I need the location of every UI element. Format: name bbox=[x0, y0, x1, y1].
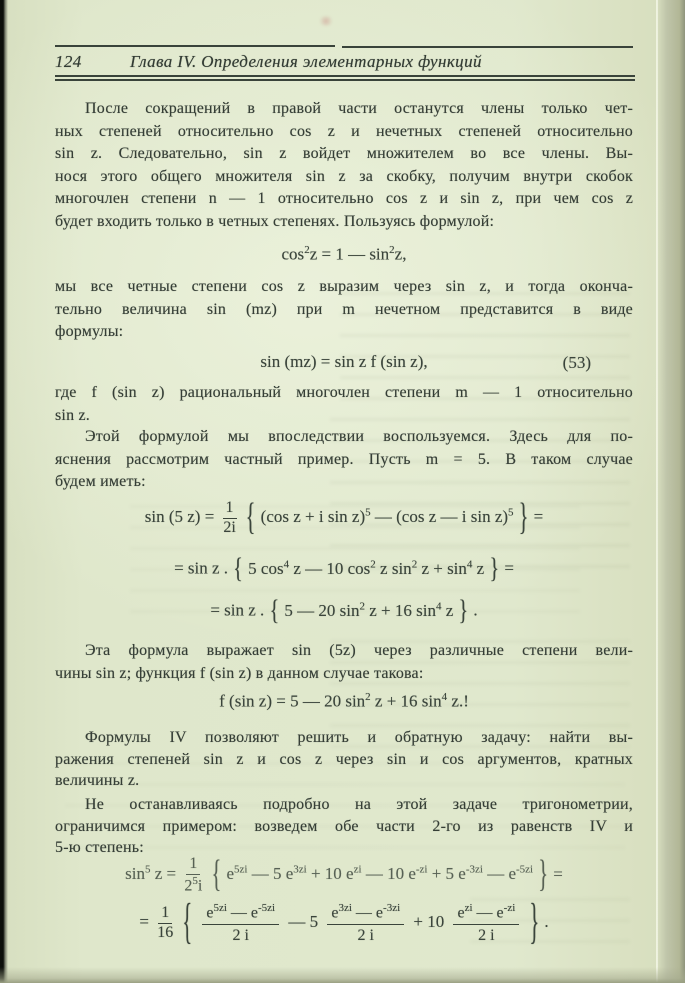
text-line: где f (sin z) рациональный многочлен степени m — 1 относительно bbox=[55, 384, 633, 401]
fraction-numerator: 1 bbox=[186, 856, 200, 875]
fraction-numerator: $e^{5zi}$ — $e^{-5zi}$ bbox=[202, 902, 279, 925]
equation-sin5-exp-line2 bbox=[55, 894, 633, 950]
fraction-denominator: 2 i bbox=[232, 926, 249, 944]
fraction-denominator: 2 i bbox=[357, 926, 374, 944]
equation-53 bbox=[55, 352, 633, 372]
brace-close: } bbox=[538, 853, 548, 896]
text-line: ных степеней относительно cos z и нечетных степеней относительно bbox=[55, 122, 633, 140]
equation-sin5z-line1 bbox=[55, 496, 633, 539]
running-header-title: Глава IV. Определения элементарных функций bbox=[130, 52, 482, 71]
operator: + 10 bbox=[413, 912, 445, 932]
fraction-denominator: $2^5i$ bbox=[184, 874, 203, 895]
equation-cos-identity: $\cos^2z = 1$ — $\sin^2z$, bbox=[281, 244, 407, 264]
fraction bbox=[157, 905, 173, 942]
text-line: ограничимся примером: возведем обе части 2-го из равенств IV и bbox=[55, 817, 633, 835]
fraction-numerator: $e^{zi}$ — $e^{-zi}$ bbox=[453, 902, 519, 925]
brace-close: } bbox=[529, 894, 540, 950]
equation-sin5z-line2 bbox=[55, 553, 633, 585]
scan-left-edge bbox=[0, 0, 8, 983]
fraction-denominator: 2i bbox=[223, 518, 236, 536]
text-line: После сокращений в правой части останутся члены только чет- bbox=[85, 100, 633, 117]
formula-body: 5 $\cos^4 z$ — 10 $\cos^2 z$ $\sin^2 z + \sin^4 z$ bbox=[248, 558, 485, 578]
scan-bottom-edge bbox=[0, 967, 685, 983]
fraction-numerator: $e^{3zi}$ — $e^{-3zi}$ bbox=[327, 902, 404, 925]
text-line: мы все четные степени cos z выразим через sin z, и тогда оконча- bbox=[55, 278, 633, 295]
text-line: величины z. bbox=[55, 772, 140, 789]
paragraph bbox=[55, 426, 633, 494]
text-line: будем иметь: bbox=[55, 473, 146, 490]
operator: — 5 bbox=[288, 912, 319, 932]
fraction bbox=[453, 902, 519, 945]
formula-body: $e^{5zi}$ — 5 $e^{3zi} + 10$ $e^{zi}$ — 10 $e^{-zi} + 5$ $e^{-3zi}$ — $e^{-5zi}$ bbox=[226, 863, 534, 884]
header-rule-top bbox=[55, 45, 335, 47]
equation-sin5-exp-line1 bbox=[55, 853, 633, 896]
paragraph bbox=[55, 276, 633, 344]
brace-open: { bbox=[182, 894, 193, 950]
equals-sign: = bbox=[504, 558, 514, 578]
brace-close: } bbox=[518, 496, 529, 539]
fraction bbox=[184, 856, 202, 895]
fraction-denominator: 2 i bbox=[478, 926, 495, 944]
formula-body: 5 — 20 $\sin^2 z + 16$ $\sin^4 z$ bbox=[284, 600, 454, 620]
text-line: чины sin z; функция f (sin z) в данном случае такова: bbox=[55, 664, 424, 682]
brace-open: { bbox=[245, 496, 256, 539]
paragraph bbox=[55, 382, 633, 427]
brace-open: { bbox=[233, 553, 243, 585]
equation-f-sinz: f (sin z) = 5 — 20 $\sin^2 z + 16$ $\sin^4 z$.! bbox=[219, 691, 469, 711]
header-rule-top bbox=[342, 46, 633, 48]
scan-right-edge bbox=[657, 0, 685, 983]
brace-close: } bbox=[458, 595, 469, 627]
text-line: Этой формулой мы впоследствии воспользуемся. Здесь для по- bbox=[85, 428, 633, 445]
equals-sign: = bbox=[139, 912, 149, 932]
text-line: Не останавливаясь подробно на этой задаче тригонометрии, bbox=[85, 796, 633, 813]
text-line: многочлен степени n — 1 относительно cos z и sin z, при чем cos z bbox=[55, 190, 633, 207]
brace-open: { bbox=[211, 853, 222, 896]
text-line: тельно величина sin (mz) при m нечетном представится в виде bbox=[55, 300, 633, 318]
equals-sign: = bbox=[533, 507, 544, 527]
brace-open: { bbox=[269, 595, 280, 627]
formula-lhs: = sin z . bbox=[210, 600, 265, 620]
formula-lhs: sin (5 z) = bbox=[144, 507, 215, 527]
formula-body: (cos z + i sin z)$^5$ — (cos z — i sin z)$^5$ bbox=[260, 506, 514, 527]
equation-number: (53) bbox=[562, 353, 591, 372]
paragraph bbox=[55, 98, 633, 233]
scan-smudge bbox=[318, 16, 334, 26]
formula-lhs: $\sin^5 z$ = bbox=[125, 863, 177, 884]
fraction-denominator: 16 bbox=[157, 923, 174, 941]
fraction bbox=[202, 902, 279, 945]
text-line: будет входить только в четных степенях. Пользуясь формулой: bbox=[55, 212, 495, 230]
text-line: формулы: bbox=[55, 323, 124, 340]
formula-body: sin (mz) = sin z f (sin z), bbox=[260, 352, 428, 371]
formula-lhs: = sin z . bbox=[174, 558, 229, 578]
period: . bbox=[544, 912, 549, 932]
equation-sin5z-line3 bbox=[55, 595, 633, 627]
fraction-numerator: 1 bbox=[158, 905, 172, 924]
text-line: яснения рассмотрим частный пример. Пусть m = 5. В таком случае bbox=[55, 450, 633, 468]
fraction bbox=[223, 500, 237, 537]
paragraph bbox=[55, 794, 633, 859]
paragraph bbox=[55, 640, 633, 685]
fraction bbox=[327, 902, 404, 945]
text-line: нося этого общего множителя sin z за скобку, получим внутри скобок bbox=[55, 167, 633, 185]
text-line: Формулы IV позволяют решить и обратную задачу: найти вы- bbox=[85, 729, 633, 746]
period: . bbox=[473, 600, 478, 620]
paragraph bbox=[55, 727, 633, 792]
fraction-numerator: 1 bbox=[223, 500, 237, 519]
equals-sign: = bbox=[553, 864, 563, 884]
text-line: 5-ю степень: bbox=[55, 839, 144, 856]
text-line: sin z. bbox=[55, 406, 90, 424]
text-line: sin z. Следовательно, sin z войдет множителем во все члены. Вы- bbox=[55, 145, 633, 162]
header-rule-double-lower bbox=[55, 79, 635, 81]
brace-close: } bbox=[489, 553, 500, 585]
page-number: 124 bbox=[55, 52, 82, 71]
text-line: Эта формула выражает sin (5z) через различные степени вели- bbox=[85, 642, 633, 659]
text-line: ражения степеней sin z и cos z через sin и cos аргументов, кратных bbox=[55, 750, 633, 768]
header-rule-double-upper bbox=[55, 75, 635, 77]
